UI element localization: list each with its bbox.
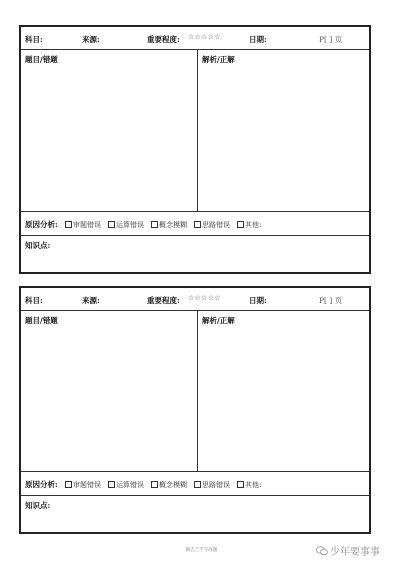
reason-option-other[interactable]: 其他:: [237, 220, 261, 230]
subject-label: 科目:: [25, 35, 43, 44]
question-area[interactable]: [21, 310, 198, 471]
importance-label: 重要程度:: [147, 296, 180, 305]
reason-label: 原因分析:: [25, 220, 58, 229]
analysis-area[interactable]: [198, 310, 369, 471]
reason-option-review[interactable]: 审题错误: [65, 480, 101, 490]
page-label: P[ ] 页: [319, 296, 343, 305]
analysis-area[interactable]: [198, 49, 369, 211]
card-header: [21, 288, 369, 311]
question-title: 题目/错题: [25, 316, 58, 325]
question-area[interactable]: [21, 49, 198, 211]
card-body: [21, 310, 369, 471]
checkbox-icon[interactable]: [194, 221, 201, 228]
source-label: 来源:: [82, 35, 100, 44]
page-label: P[ ] 页: [319, 35, 343, 44]
reason-option-thinking[interactable]: 思路错误: [194, 220, 230, 230]
error-card-2: [19, 286, 371, 534]
checkbox-icon[interactable]: [65, 221, 72, 228]
date-label: 日期:: [249, 296, 267, 305]
reason-option-thinking[interactable]: 思路错误: [194, 480, 230, 490]
reason-option-other[interactable]: 其他:: [237, 480, 261, 490]
question-title: 题目/错题: [25, 55, 58, 64]
analysis-title: 解析/正解: [202, 55, 235, 64]
page-footer: 陶吉吉手写改题: [185, 548, 218, 553]
watermark-text: 少年要事事: [330, 547, 380, 558]
checkbox-icon[interactable]: [65, 481, 72, 488]
date-label: 日期:: [249, 35, 267, 44]
reason-row: [21, 211, 369, 236]
analysis-title: 解析/正解: [202, 316, 235, 325]
card-header: [21, 27, 369, 50]
importance-label: 重要程度:: [147, 35, 180, 44]
wechat-icon: [316, 546, 328, 555]
reason-option-review[interactable]: 审题错误: [65, 220, 101, 230]
checkbox-icon[interactable]: [151, 481, 158, 488]
knowledge-point-label: 知识点:: [25, 501, 51, 510]
card-body: [21, 49, 369, 211]
error-card-1: [19, 25, 371, 274]
checkbox-icon[interactable]: [108, 481, 115, 488]
watermark: [316, 543, 380, 558]
reason-option-calc[interactable]: 运算错误: [108, 220, 144, 230]
reason-option-concept[interactable]: 概念模糊: [151, 220, 187, 230]
checkbox-icon[interactable]: [151, 221, 158, 228]
reason-row: [21, 471, 369, 496]
importance-stars[interactable]: ☆☆☆☆☆: [188, 294, 221, 302]
checkbox-icon[interactable]: [108, 221, 115, 228]
reason-option-concept[interactable]: 概念模糊: [151, 480, 187, 490]
checkbox-icon[interactable]: [194, 481, 201, 488]
source-label: 来源:: [82, 296, 100, 305]
checkbox-icon[interactable]: [237, 221, 244, 228]
subject-label: 科目:: [25, 296, 43, 305]
importance-stars[interactable]: ☆☆☆☆☆: [188, 33, 221, 41]
checkbox-icon[interactable]: [237, 481, 244, 488]
reason-option-calc[interactable]: 运算错误: [108, 480, 144, 490]
knowledge-point-label: 知识点:: [25, 241, 51, 250]
reason-label: 原因分析:: [25, 480, 58, 489]
